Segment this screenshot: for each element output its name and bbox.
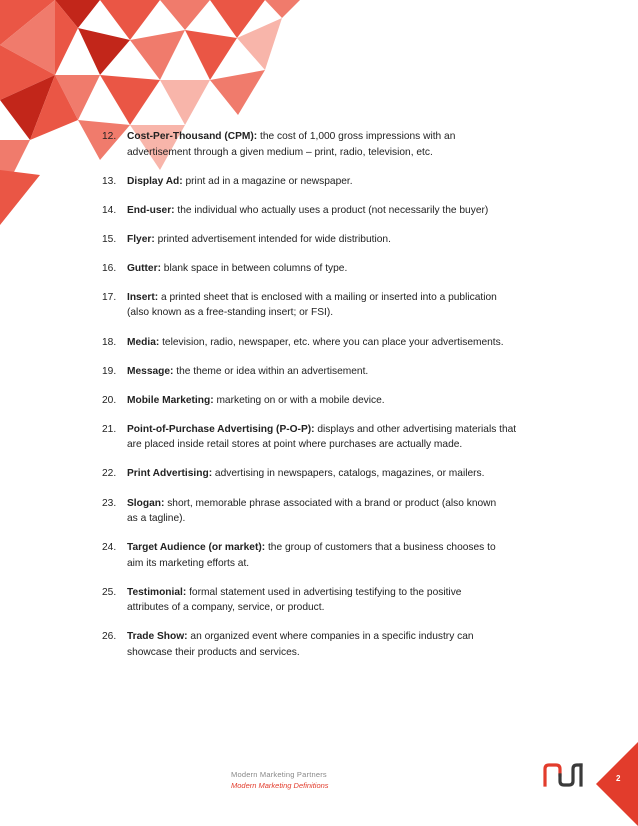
definition-term: Insert: — [127, 291, 159, 303]
definition-number: 13. — [102, 175, 117, 187]
definition-number: 25. — [102, 586, 117, 598]
definition-text: displays and other advertising materials that — [314, 423, 517, 435]
definition-text: the group of customers that a business chooses to — [265, 542, 496, 554]
page-number: 2 — [616, 774, 621, 783]
definition-text: the individual who actually uses a product (not necessarily the buyer) — [174, 204, 489, 216]
definition-number: 15. — [102, 233, 117, 245]
definition-number: 26. — [102, 631, 117, 643]
definition-text: an organized event where companies in a specific industry can — [187, 631, 474, 643]
definition-text: attributes of a company, service, or product. — [127, 602, 325, 614]
definition-text: as a tagline). — [127, 513, 186, 525]
definition-text: advertisement through a given medium – print, radio, television, etc. — [127, 146, 433, 158]
definition-text: print ad in a magazine or newspaper. — [182, 175, 353, 187]
definition-text: short, memorable phrase associated with a brand or product (also known — [164, 497, 497, 509]
definition-number: 23. — [102, 497, 117, 509]
definition-term: Media: — [127, 336, 160, 348]
definition-text: aim its marketing efforts at. — [127, 557, 250, 569]
definition-number: 20. — [102, 394, 117, 406]
definition-number: 17. — [102, 291, 117, 303]
definition-text: formal statement used in advertising testifying to the positive — [186, 586, 462, 598]
definition-text: are placed inside retail stores at point where purchases are actually made. — [127, 439, 463, 451]
definition-term: Mobile Marketing: — [127, 394, 214, 406]
definition-number: 16. — [102, 262, 117, 274]
definition-number: 22. — [102, 468, 117, 480]
definition-number: 21. — [102, 423, 117, 435]
definition-term: Gutter: — [127, 262, 161, 274]
definition-term: Target Audience (or market): — [127, 542, 266, 554]
footer-document-title: Modern Marketing Definitions — [231, 781, 329, 790]
definition-number: 18. — [102, 336, 117, 348]
definition-text: showcase their products and services. — [127, 646, 300, 658]
footer-company-name: Modern Marketing Partners — [231, 770, 327, 779]
definition-text: marketing on or with a mobile device. — [213, 394, 385, 406]
definition-text: (also known as a free-standing insert; or FSI). — [127, 307, 334, 319]
definition-text: television, radio, newspaper, etc. where you can place your advertisements. — [159, 336, 504, 348]
definition-term: Flyer: — [127, 233, 155, 245]
definition-text: blank space in between columns of type. — [160, 262, 348, 274]
definition-term: Cost-Per-Thousand (CPM): — [127, 131, 258, 142]
definition-text: the cost of 1,000 gross impressions with an — [257, 131, 456, 142]
definition-term: End-user: — [127, 204, 175, 216]
definition-number: 12. — [102, 131, 117, 142]
definition-term: Slogan: — [127, 497, 165, 509]
definition-term: Display Ad: — [127, 175, 183, 187]
definition-term: Trade Show: — [127, 631, 188, 643]
definition-term: Print Advertising: — [127, 468, 213, 480]
definition-term: Message: — [127, 365, 174, 377]
definition-number: 24. — [102, 542, 117, 554]
definition-number: 19. — [102, 365, 117, 377]
definition-term: Point-of-Purchase Advertising (P-O-P): — [127, 423, 315, 435]
definition-text: advertising in newspapers, catalogs, magazines, or mailers. — [212, 468, 485, 480]
definition-number: 14. — [102, 204, 117, 216]
definition-text: printed advertisement intended for wide distribution. — [154, 233, 391, 245]
definition-text: a printed sheet that is enclosed with a mailing or inserted into a publication — [158, 291, 497, 303]
definition-text: the theme or idea within an advertisement. — [173, 365, 369, 377]
definition-term: Testimonial: — [127, 586, 187, 598]
